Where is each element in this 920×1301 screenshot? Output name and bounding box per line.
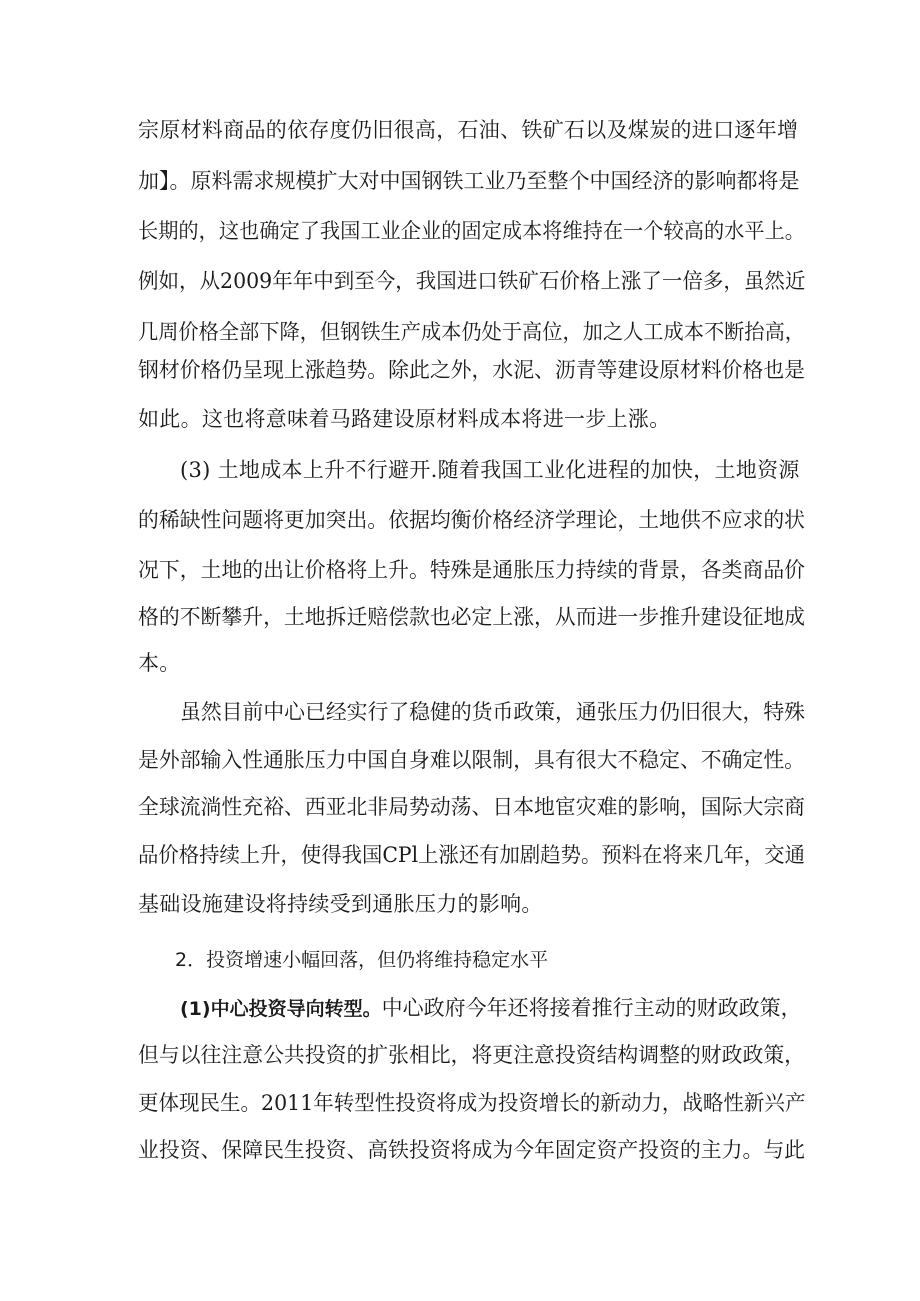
paragraph-3-line-4: 品价格持续上升，使得我国CPl上涨还有加剧趋势。预料在将来几年，交通 xyxy=(138,843,805,867)
paragraph-4-line-3: 更体现民生。2011年转型性投资将成为投资增长的新动力，战略性新兴产 xyxy=(138,1091,806,1115)
paragraph-1-line-5: 几周价格全部下降，但钢铁生产成本仍处于高位，加之人工成本不断抬高， xyxy=(138,320,806,344)
paragraph-3-line-3: 全球流淌性充裕、西亚北非局势动荡、日本地宦灾难的影响，国际大宗商 xyxy=(138,795,806,819)
paragraph-4-line-1 xyxy=(180,993,802,1024)
paragraph-1-line-6: 钢材价格仍呈现上涨趋势。除此之外，水泥、沥青等建设原材料价格也是 xyxy=(138,358,806,382)
paragraph-4-line-4: 业投资、保障民生投资、高铁投资将成为今年固定资产投资的主力。与此 xyxy=(138,1138,806,1162)
paragraph-4-line-2: 但与以往注意公共投资的扩张相比，将更注意投资结构调整的财政政策， xyxy=(138,1043,806,1067)
paragraph-4-bold-lead: (1)中心投资导向转型。 xyxy=(180,998,382,1020)
paragraph-2-line-3: 况下，土地的出让价格将上升。特殊是通胀压力持续的背景，各类商品价 xyxy=(138,558,806,582)
paragraph-4-line-1-rest: 中心政府今年还将接着推行主动的财政政策， xyxy=(381,996,802,1020)
paragraph-2-line-5: 本。 xyxy=(138,651,181,675)
section-heading: 2．投资增速小幅回落，但仍将维持稳定水平 xyxy=(175,949,549,971)
paragraph-1-line-1: 宗原材料商品的依存度仍旧很高，石油、铁矿石以及煤炭的进口逐年增 xyxy=(138,118,799,142)
paragraph-1-line-2: 加】。原料需求规模扩大对中国钢铁工业乃至整个中国经济的影响都将是 xyxy=(138,169,800,193)
paragraph-2-line-2: 的稀缺性问题将更加突出。依据均衡价格经济学理论，土地供不应求的状 xyxy=(138,508,806,532)
paragraph-2-line-1: (3) 土地成本上升不行避开.随着我国工业化进程的加快，土地资源 xyxy=(180,458,800,482)
paragraph-1-line-4: 例如，从2009年年中到至今，我国进口铁矿石价格上涨了一倍多，虽然近 xyxy=(138,269,806,293)
paragraph-2-line-4: 格的不断攀升，土地拆迁赔偿款也必定上涨，从而进一步推升建设征地成 xyxy=(138,605,806,629)
paragraph-3-line-2: 是外部输入性通胀压力中国自身难以限制，具有很大不稳定、不确定性。 xyxy=(138,748,806,772)
paragraph-3-line-1: 虽然目前中心已经实行了稳健的货币政策，通张压力仍旧很大，特殊 xyxy=(180,700,806,724)
paragraph-1-line-3: 长期的，这也确定了我国工业企业的固定成本将维持在一个较高的水平上。 xyxy=(138,219,806,243)
paragraph-3-line-5: 基础设施建设将持续受到通胀压力的影响。 xyxy=(138,892,543,916)
paragraph-1-line-7: 如此。这也将意味着马路建设原材料成本将进一步上涨。 xyxy=(138,407,671,431)
